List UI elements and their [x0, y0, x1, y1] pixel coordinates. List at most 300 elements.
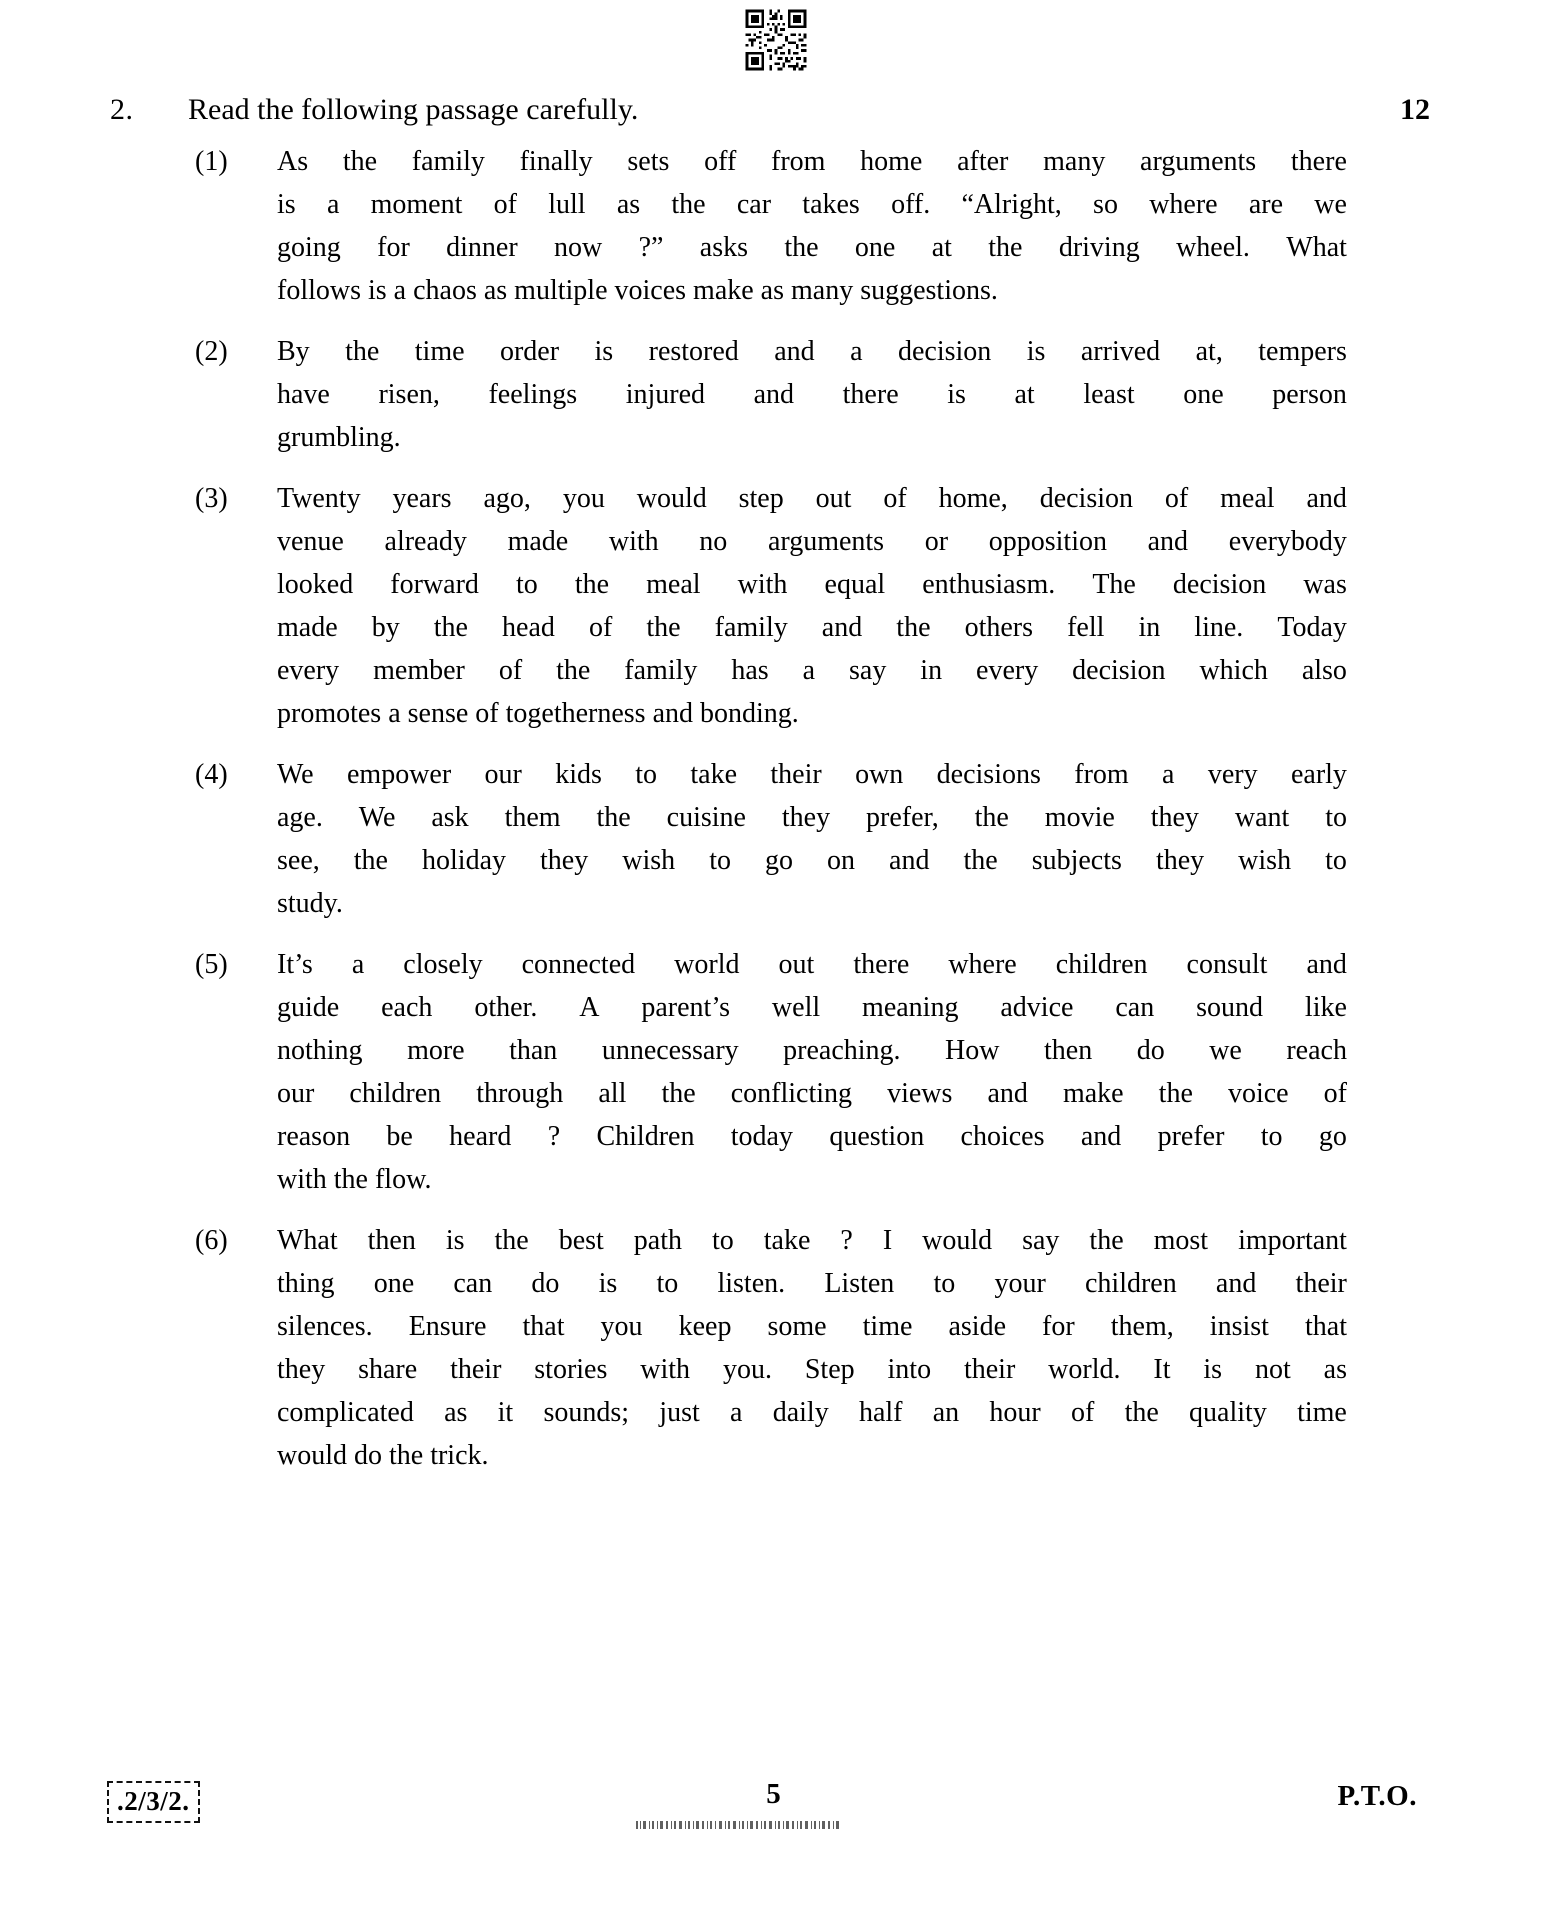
line-word: you — [600, 1311, 643, 1342]
line-word: the — [596, 802, 631, 833]
line-word: the — [646, 612, 681, 643]
line-word: of — [1323, 1078, 1347, 1109]
line-word: you. — [722, 1354, 772, 1385]
line-word: by — [371, 612, 400, 643]
line-word: risen, — [378, 379, 440, 410]
line-word: tempers — [1258, 336, 1347, 367]
question-instruction: Read the following passage carefully. — [188, 93, 639, 126]
line-word: a — [351, 949, 365, 980]
line-word: to — [709, 845, 731, 876]
line-word: to — [933, 1268, 956, 1299]
line-word: connected — [521, 949, 636, 980]
line-word: consult — [1186, 949, 1268, 980]
line-word: stories — [534, 1354, 608, 1385]
line-word: than — [509, 1035, 558, 1066]
line-word: hour — [989, 1397, 1041, 1428]
line-word: By — [277, 336, 310, 367]
paragraph-line — [277, 943, 1347, 986]
line-word: arguments — [1140, 146, 1257, 177]
line-word: takes — [802, 189, 860, 220]
line-word: into — [887, 1354, 932, 1385]
line-word: from — [1074, 759, 1129, 790]
line-word: take — [763, 1225, 811, 1256]
line-word: see, — [277, 845, 320, 876]
line-word: decisions — [936, 759, 1041, 790]
line-word: already — [384, 526, 467, 557]
line-word: complicated — [277, 1397, 414, 1428]
line-word: Ensure — [408, 1311, 487, 1342]
line-word: person — [1272, 379, 1347, 410]
line-word: opposition — [988, 526, 1107, 557]
line-word: for — [377, 232, 410, 263]
line-word: on — [827, 845, 855, 876]
line-word: and — [1306, 483, 1347, 514]
line-word: has — [731, 655, 769, 686]
line-word: time — [862, 1311, 913, 1342]
passage-paragraph — [195, 943, 1347, 1201]
line-word: cuisine — [666, 802, 746, 833]
line-word: is — [1203, 1354, 1223, 1385]
paragraph-label: (4) — [195, 759, 228, 790]
line-word: wish — [1238, 845, 1292, 876]
line-word: go — [1318, 1121, 1347, 1152]
line-word: daily — [772, 1397, 829, 1428]
line-word: meaning — [862, 992, 959, 1023]
line-word: is — [598, 1268, 618, 1299]
line-word: at, — [1195, 336, 1223, 367]
line-word: some — [767, 1311, 827, 1342]
line-word: is — [277, 189, 296, 220]
line-word: them — [504, 802, 561, 833]
line-word: share — [358, 1354, 418, 1385]
line-word: is — [1026, 336, 1046, 367]
page-footer — [0, 1775, 1547, 1855]
line-word: your — [994, 1268, 1046, 1299]
line-word: asks — [699, 232, 749, 263]
line-word: can — [453, 1268, 493, 1299]
line-word: wish — [622, 845, 676, 876]
line-word: with — [737, 569, 788, 600]
paragraph-line — [277, 140, 1347, 183]
paragraph-line — [277, 1391, 1347, 1434]
line-word: feelings — [488, 379, 578, 410]
line-word: time — [1297, 1397, 1347, 1428]
line-word: we — [1209, 1035, 1242, 1066]
line-word: car — [736, 189, 772, 220]
turn-over-label: P.T.O. — [1337, 1780, 1417, 1812]
line-word: line. — [1194, 612, 1244, 643]
line-word: conflicting — [730, 1078, 853, 1109]
paragraph-line: study. — [277, 888, 343, 919]
line-word: We — [358, 802, 396, 833]
line-word: everybody — [1228, 526, 1347, 557]
line-word: and — [1215, 1268, 1257, 1299]
line-word: holiday — [422, 845, 507, 876]
line-word: decision — [898, 336, 992, 367]
line-word: is — [947, 379, 966, 410]
line-word: one — [854, 232, 896, 263]
line-word: the — [784, 232, 819, 263]
line-word: best — [558, 1225, 604, 1256]
line-word: question — [829, 1121, 925, 1152]
line-word: choices — [960, 1121, 1045, 1152]
paragraph-line — [277, 330, 1347, 373]
paragraph-label: (2) — [195, 336, 228, 367]
line-word: restored — [648, 336, 739, 367]
line-word: the — [1158, 1078, 1193, 1109]
line-word: a — [326, 189, 340, 220]
line-word: they — [1155, 845, 1205, 876]
line-word: was — [1303, 569, 1347, 600]
line-word: to — [1260, 1121, 1283, 1152]
line-word: made — [507, 526, 569, 557]
paragraph-line — [277, 373, 1347, 416]
line-word: nothing — [277, 1035, 363, 1066]
line-word: decision — [1072, 655, 1166, 686]
paragraph-line — [277, 753, 1347, 796]
line-word: age. — [277, 802, 323, 833]
line-word: they — [540, 845, 589, 876]
line-word: subjects — [1031, 845, 1122, 876]
line-word: ? — [840, 1225, 853, 1256]
line-word: a — [730, 1397, 743, 1428]
line-word: Children — [596, 1121, 695, 1152]
line-word: where — [948, 949, 1017, 980]
paragraph-lines — [277, 140, 1347, 312]
line-word: children — [1084, 1268, 1177, 1299]
line-word: and — [1147, 526, 1189, 557]
line-word: moment — [370, 189, 463, 220]
line-word: there — [853, 949, 910, 980]
page-number: 5 — [766, 1778, 781, 1810]
line-word: children — [1055, 949, 1148, 980]
paragraph-line — [277, 1219, 1347, 1262]
line-word: or — [924, 526, 949, 557]
line-word: parent’s — [641, 992, 731, 1023]
paragraph-line — [277, 183, 1347, 226]
line-word: own — [855, 759, 904, 790]
line-word: arguments — [767, 526, 885, 557]
line-word: finally — [519, 146, 593, 177]
paragraph-line — [277, 1305, 1347, 1348]
line-word: It — [1153, 1354, 1171, 1385]
line-word: Twenty — [277, 483, 361, 514]
paragraph-line: would do the trick. — [277, 1440, 489, 1471]
line-word: and — [1080, 1121, 1122, 1152]
line-word: important — [1238, 1225, 1347, 1256]
line-word: say — [1022, 1225, 1060, 1256]
line-word: ask — [431, 802, 469, 833]
paragraph-line: grumbling. — [277, 422, 401, 453]
line-word: sound — [1196, 992, 1264, 1023]
line-word: that — [1304, 1311, 1347, 1342]
line-word: our — [484, 759, 522, 790]
line-word: path — [633, 1225, 683, 1256]
line-word: is — [594, 336, 614, 367]
line-word: dinner — [446, 232, 518, 263]
line-word: to — [1325, 802, 1347, 833]
line-word: How — [945, 1035, 1000, 1066]
line-word: would — [636, 483, 707, 514]
line-word: so — [1093, 189, 1118, 220]
line-word: at — [1014, 379, 1035, 410]
passage-paragraph — [195, 753, 1347, 925]
line-word: we — [1314, 189, 1347, 220]
line-word: the — [896, 612, 931, 643]
line-word: as — [444, 1397, 468, 1428]
line-word: where — [1149, 189, 1218, 220]
line-word: world — [674, 949, 740, 980]
line-word: It’s — [277, 949, 313, 980]
line-word: injured — [625, 379, 706, 410]
line-word: can — [1115, 992, 1155, 1023]
line-word: with — [608, 526, 659, 557]
line-word: forward — [390, 569, 479, 600]
line-word: the — [433, 612, 468, 643]
line-word: the — [345, 336, 380, 367]
line-word: just — [659, 1397, 700, 1428]
line-word: the — [661, 1078, 696, 1109]
qr-code-icon — [739, 7, 813, 73]
line-word: one — [373, 1268, 415, 1299]
line-word: the — [353, 845, 388, 876]
line-word: it — [497, 1397, 514, 1428]
line-word: of — [1071, 1397, 1095, 1428]
line-word: the — [1124, 1397, 1159, 1428]
line-word: very — [1207, 759, 1258, 790]
paragraph-line — [277, 520, 1347, 563]
line-word: a — [1162, 759, 1175, 790]
paragraph-line — [277, 1115, 1347, 1158]
line-word: one — [1183, 379, 1224, 410]
line-word: sounds; — [543, 1397, 630, 1428]
line-word: out — [815, 483, 852, 514]
line-word: there — [842, 379, 899, 410]
line-word: a — [802, 655, 816, 686]
line-word: there — [1290, 146, 1347, 177]
line-word: the — [1089, 1225, 1124, 1256]
line-word: guide — [277, 992, 340, 1023]
line-word: do — [1136, 1035, 1165, 1066]
passage-paragraph — [195, 1219, 1347, 1477]
line-word: wheel. — [1176, 232, 1250, 263]
line-word: least — [1083, 379, 1135, 410]
line-word: member — [373, 655, 465, 686]
paragraph-line — [277, 1029, 1347, 1072]
line-word: to — [635, 759, 658, 790]
line-word: ? — [547, 1121, 561, 1152]
line-word: well — [771, 992, 821, 1023]
line-word: family — [714, 612, 788, 643]
line-word: family — [624, 655, 698, 686]
line-word: of — [1164, 483, 1189, 514]
line-word: keep — [678, 1311, 732, 1342]
line-word: What — [277, 1225, 338, 1256]
line-word: arrived — [1080, 336, 1161, 367]
line-word: The — [1092, 569, 1136, 600]
line-word: kids — [555, 759, 602, 790]
passage-body — [195, 140, 1347, 1495]
line-word: no — [699, 526, 728, 557]
line-word: thing — [277, 1268, 335, 1299]
line-word: they — [1150, 802, 1199, 833]
paragraph-line — [277, 1262, 1347, 1305]
line-word: home — [860, 146, 923, 177]
paragraph-label: (3) — [195, 483, 228, 514]
line-word: quality — [1189, 1397, 1267, 1428]
line-word: they — [277, 1354, 326, 1385]
line-word: to — [1325, 845, 1347, 876]
line-word: have — [277, 379, 330, 410]
line-word: made — [277, 612, 338, 643]
line-word: each — [381, 992, 433, 1023]
line-word: of — [588, 612, 613, 643]
paragraph-line — [277, 606, 1347, 649]
line-word: going — [277, 232, 341, 263]
line-word: the — [963, 845, 998, 876]
question-number: 2. — [110, 93, 134, 126]
barcode-icon — [636, 1821, 841, 1829]
line-word: ?” — [638, 232, 664, 263]
line-word: fell — [1067, 612, 1105, 643]
paragraph-lines — [277, 753, 1347, 925]
line-word: years — [392, 483, 452, 514]
paragraph-line — [277, 986, 1347, 1029]
line-word: a — [850, 336, 863, 367]
marks-allotted: 12 — [1400, 93, 1430, 126]
line-word: the — [974, 802, 1009, 833]
question-header — [110, 92, 1430, 134]
line-word: every — [976, 655, 1039, 686]
paragraph-line — [277, 1348, 1347, 1391]
line-word: through — [476, 1078, 564, 1109]
line-word: reach — [1286, 1035, 1347, 1066]
line-word: and — [1306, 949, 1347, 980]
line-word: be — [386, 1121, 413, 1152]
line-word: “Alright, — [961, 189, 1062, 220]
line-word: the — [574, 569, 610, 600]
paragraph-lines — [277, 943, 1347, 1201]
line-word: unnecessary — [601, 1035, 739, 1066]
line-word: venue — [277, 526, 344, 557]
line-word: from — [771, 146, 826, 177]
line-word: Step — [804, 1354, 855, 1385]
line-word: empower — [346, 759, 452, 790]
line-word: to — [656, 1268, 679, 1299]
paragraph-lines — [277, 330, 1347, 459]
paragraph-line — [277, 563, 1347, 606]
line-word: an — [932, 1397, 960, 1428]
line-word: As — [277, 146, 309, 177]
line-word: that — [522, 1311, 565, 1342]
line-word: What — [1286, 232, 1347, 263]
line-word: prefer — [1157, 1121, 1225, 1152]
line-word: and — [821, 612, 863, 643]
line-word: many — [1043, 146, 1106, 177]
paragraph-label: (5) — [195, 949, 228, 980]
line-word: to — [516, 569, 538, 600]
line-word: and — [889, 845, 930, 876]
line-word: in — [1138, 612, 1161, 643]
line-word: most — [1153, 1225, 1209, 1256]
paragraph-lines — [277, 477, 1347, 735]
line-word: meal — [646, 569, 701, 600]
line-word: of — [493, 189, 517, 220]
passage-paragraph — [195, 140, 1347, 312]
line-word: are — [1248, 189, 1284, 220]
line-word: the — [342, 146, 378, 177]
paper-code-box: .2/3/2. — [107, 1781, 200, 1823]
line-word: every — [277, 655, 340, 686]
line-word: their — [450, 1354, 502, 1385]
line-word: and — [987, 1078, 1028, 1109]
line-word: which — [1199, 655, 1268, 686]
line-word: half — [858, 1397, 903, 1428]
line-word: say — [849, 655, 887, 686]
line-word: the — [494, 1225, 529, 1256]
line-word: looked — [277, 569, 354, 600]
line-word: decision — [1172, 569, 1267, 600]
line-word: them, — [1110, 1311, 1174, 1342]
line-word: heard — [449, 1121, 512, 1152]
line-word: reason — [277, 1121, 351, 1152]
line-word: as — [616, 189, 641, 220]
line-word: would — [922, 1225, 993, 1256]
line-word: meal — [1220, 483, 1275, 514]
line-word: I — [882, 1225, 893, 1256]
line-word: not — [1254, 1354, 1291, 1385]
line-word: also — [1301, 655, 1347, 686]
paragraph-line — [277, 226, 1347, 269]
line-word: We — [277, 759, 314, 790]
line-word: and — [774, 336, 815, 367]
line-word: closely — [403, 949, 483, 980]
line-word: of — [883, 483, 907, 514]
line-word: world. — [1048, 1354, 1121, 1385]
line-word: Listen — [824, 1268, 895, 1299]
line-word: their — [770, 759, 822, 790]
line-word: like — [1304, 992, 1347, 1023]
line-word: sets — [627, 146, 670, 177]
line-word: A — [579, 992, 600, 1023]
line-word: after — [957, 146, 1009, 177]
line-word: their — [963, 1354, 1016, 1385]
line-word: then — [367, 1225, 416, 1256]
line-word: other. — [474, 992, 538, 1023]
line-word: movie — [1044, 802, 1115, 833]
line-word: time — [414, 336, 465, 367]
line-word: our — [277, 1078, 315, 1109]
line-word: go — [764, 845, 793, 876]
line-word: others — [964, 612, 1034, 643]
paragraph-line: promotes a sense of togetherness and bonding. — [277, 698, 799, 729]
line-word: out — [778, 949, 815, 980]
line-word: their — [1295, 1268, 1347, 1299]
line-word: driving — [1058, 232, 1140, 263]
passage-paragraph — [195, 330, 1347, 459]
line-word: prefer, — [866, 802, 939, 833]
line-word: the — [988, 232, 1023, 263]
line-word: the — [671, 189, 706, 220]
line-word: step — [738, 483, 784, 514]
line-word: aside — [948, 1311, 1006, 1342]
line-word: then — [1043, 1035, 1093, 1066]
line-word: at — [931, 232, 952, 263]
paragraph-lines — [277, 1219, 1347, 1477]
paragraph-line — [277, 477, 1347, 520]
line-word: take — [690, 759, 738, 790]
line-word: they — [781, 802, 831, 833]
